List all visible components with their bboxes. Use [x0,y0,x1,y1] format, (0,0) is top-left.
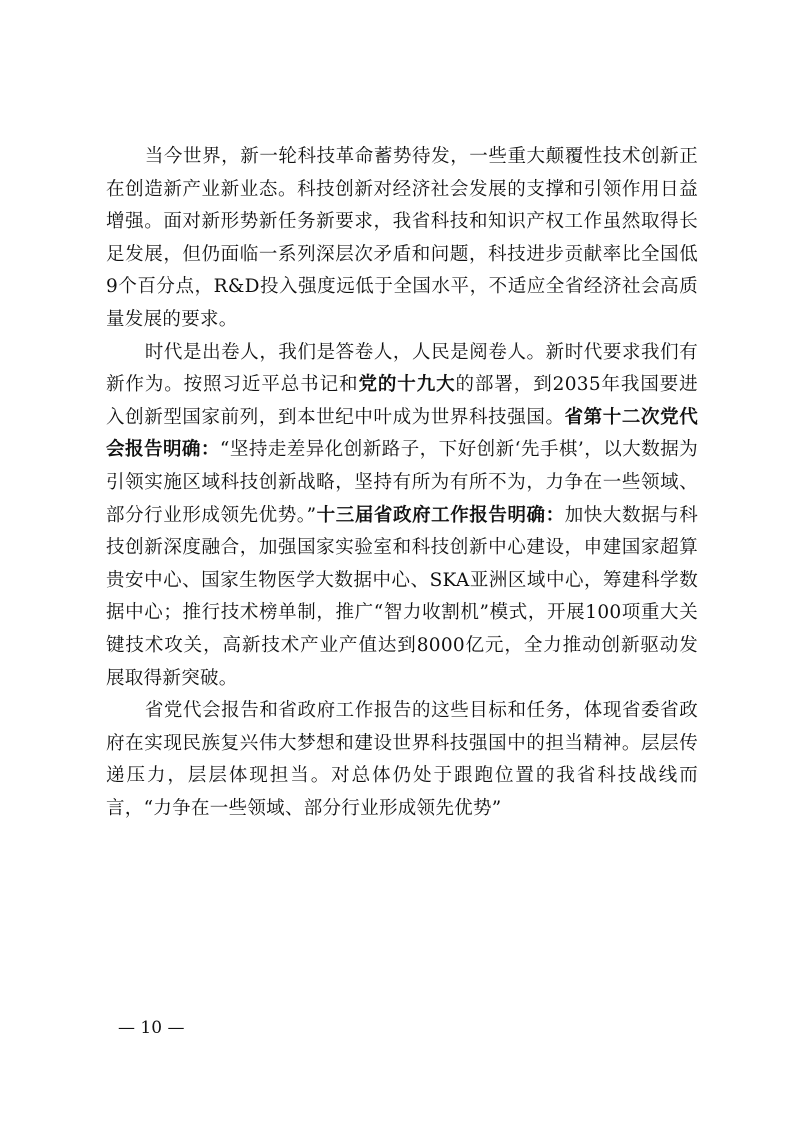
paragraph-1: 当今世界，新一轮科技革命蓄势待发，一些重大颠覆性技术创新正在创造新产业新业态。科技创新对经济社会发展的支撑和引领作用日益增强。面对新形势新任务新要求，我省科技和知识产权工作虽然取得长足发展，但仍面临一系列深层次矛盾和问题，科技进步贡献率比全国低9个百分点，R&D投入强度远低于全国水平，不适应全省经济社会高质量发展的要求。 [106,146,698,330]
paragraph-2-text: 的部署，到2035年我国要进入创新型国家前列，到本世纪中叶成为世界科技强国。 [106,374,698,428]
body-text [106,141,698,825]
bold-heading-government-report: 十三届省政府工作报告明确： [316,504,565,526]
bold-heading-party-congress-report: 省第十二次党代会报告明确： [106,406,699,461]
paragraph-3: 省党代会报告和省政府工作报告的这些目标和任务，体现省委省政府在实现民族复兴伟大梦想和建设世界科技强国中的担当精神。层层传递压力，层层体现担当。对总体仍处于跟跑位置的我省科技战线而言，“力争在一些领域、部分行业形成领先优势” [106,700,698,819]
paragraph-2-text: 时代是出卷人，我们是答卷人，人民是阅卷人。新时代要求我们有新作为。按照习近平总书记和 [106,341,698,396]
paragraph-2-text: 加快大数据与科技创新深度融合，加强国家实验室和科技创新中心建设，申建国家超算贵安中心、国家生物医学大数据中心、SKA亚洲区域中心，筹建科学数据中心；推行技术榜单制，推广“智力收割机”模式，开展100项重大关键技术攻关，高新技术产业产值达到8000亿元，全力推动创新驱动发展取得新突破。 [106,504,698,689]
bold-term-nineteenth-congress: 党的十九大 [358,374,456,396]
paragraph-2 [106,337,698,696]
page-number: — 10 — [118,1018,185,1038]
paragraph-2-quote: “坚持走差异化创新路子，下好创新‘先手棋’，以大数据为引领实施区域科技创新战略，坚持有所为有所不为，力争在一些领域、部分行业形成领先优势。” [106,439,698,526]
